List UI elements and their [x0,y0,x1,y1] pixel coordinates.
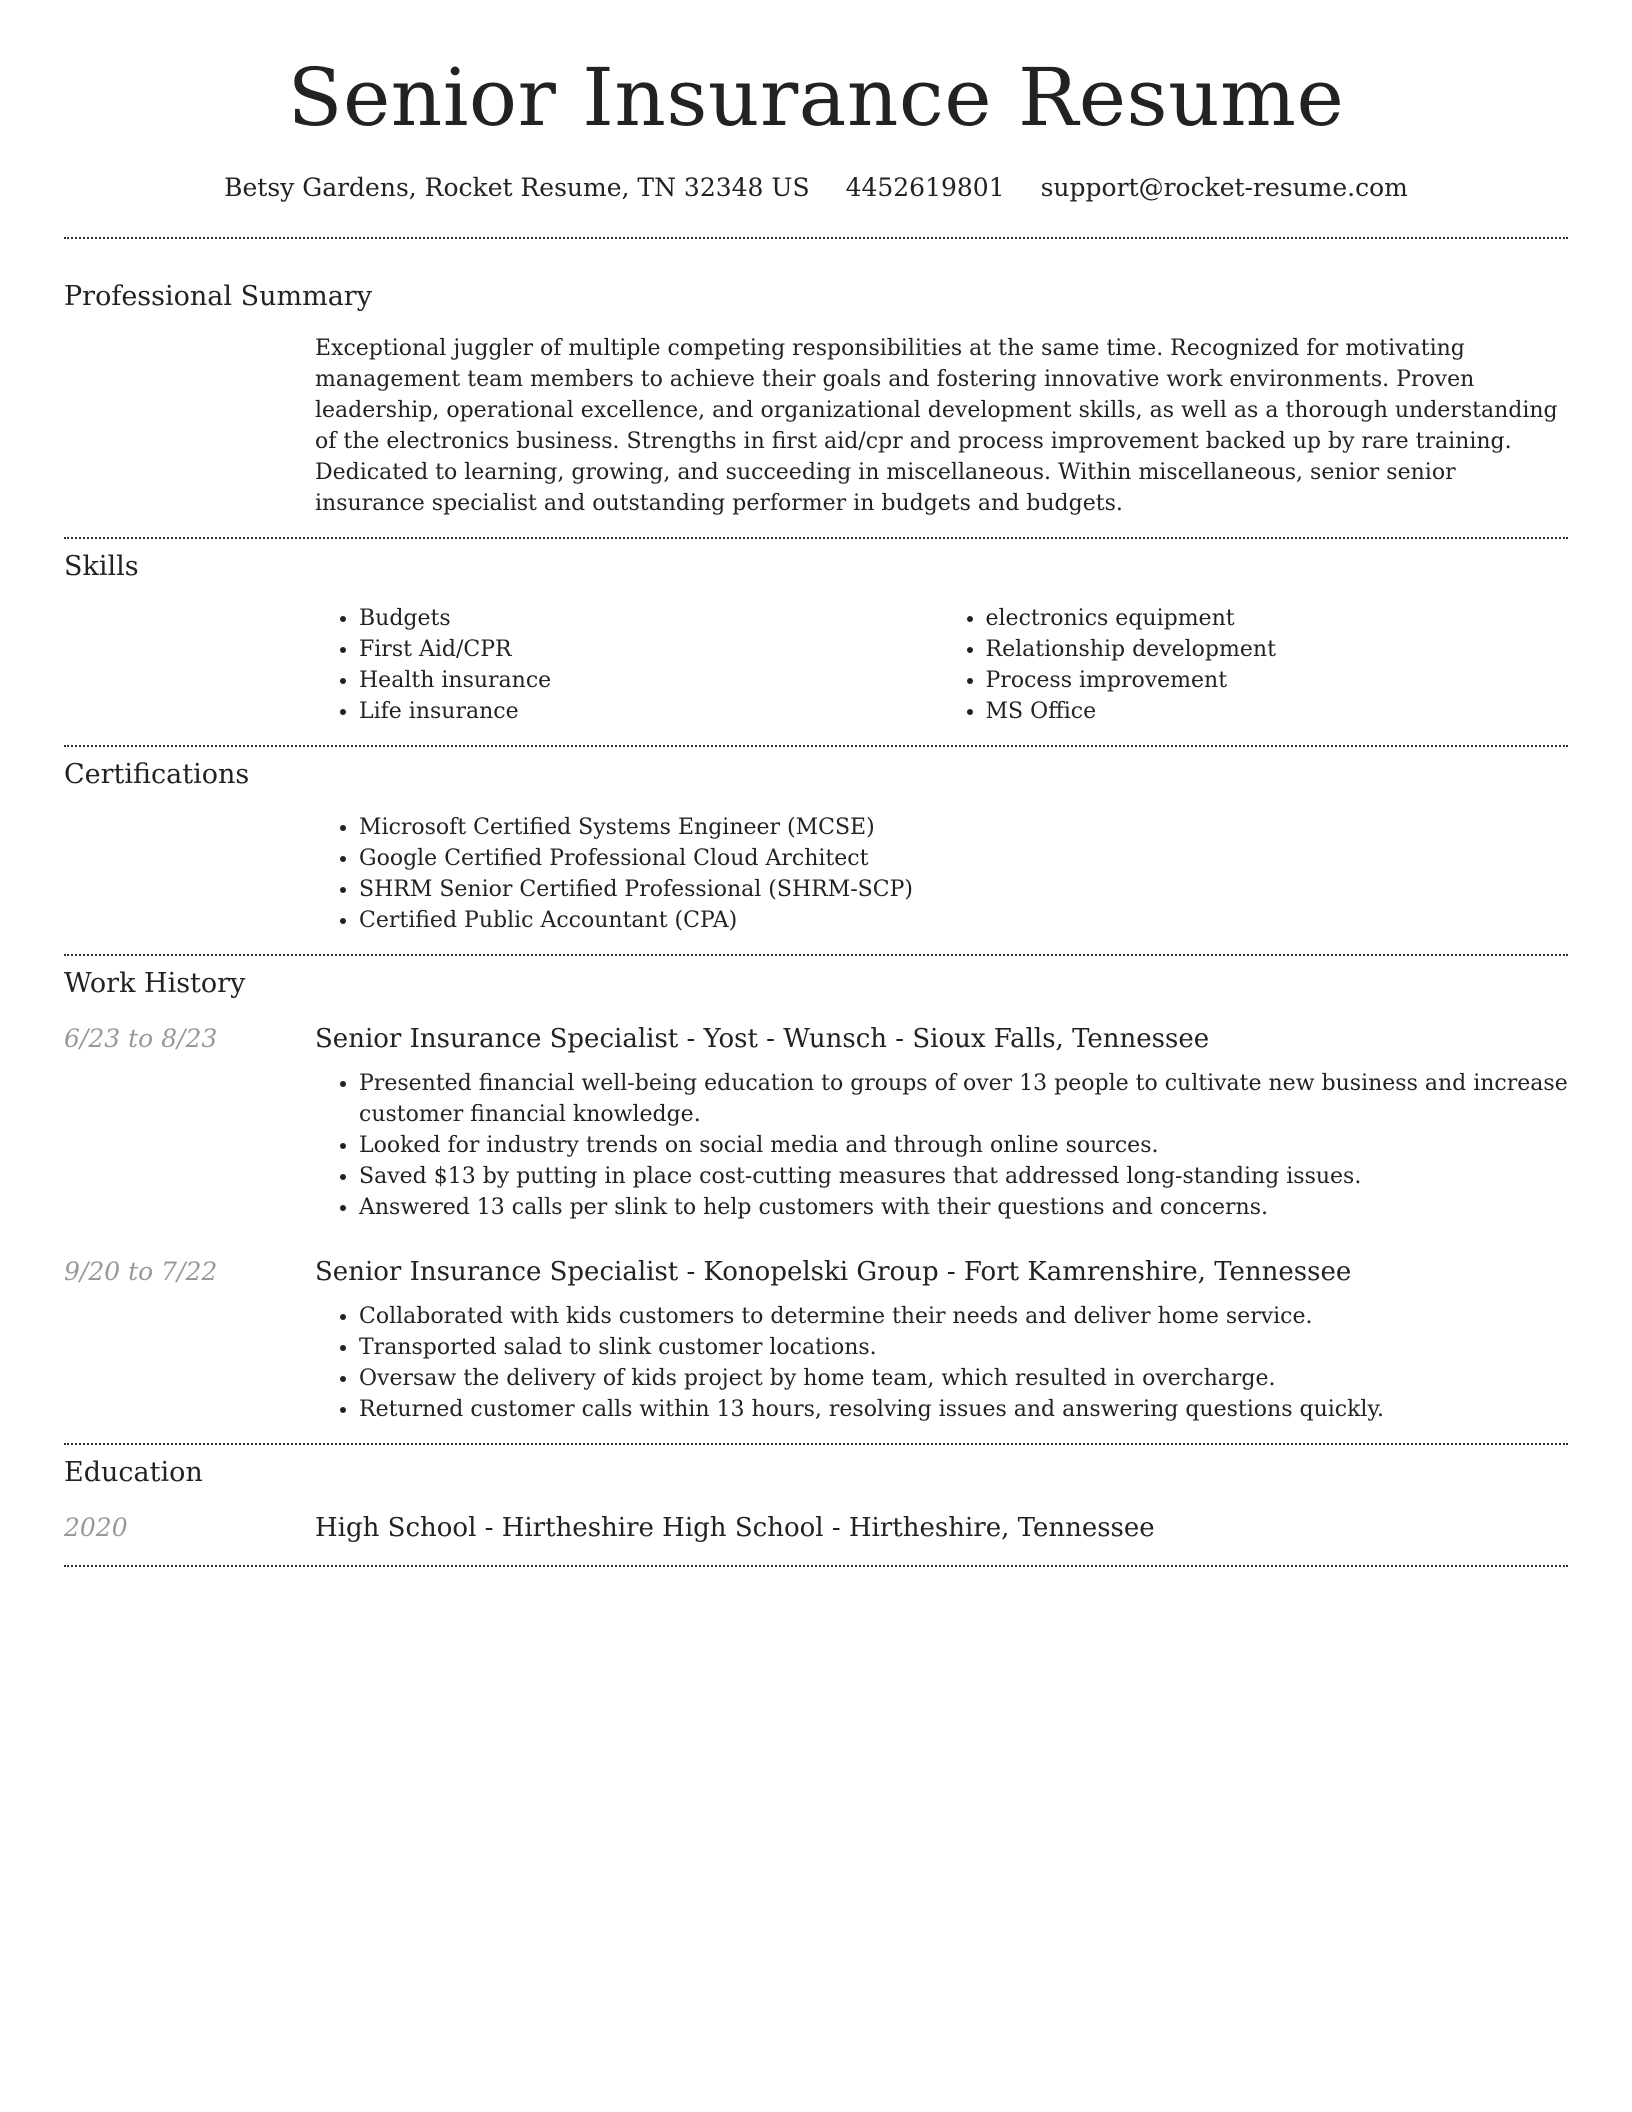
job-header [64,1257,1568,1287]
summary-text: Exceptional juggler of multiple competing responsibilities at the same time. Recognized for motivating management team members to achieve their goals and fostering innovative work environments. Proven leadership, operational excellence, and organizational development skills, as well as a thorough understanding of the electronics business. Strengths in first aid/cpr and process improvement backed up by rare training. Dedicated to learning, growing, and succeeding in miscellaneous. Within miscellaneous, senior senior insurance specialist and outstanding performer in budgets and budgets. [315,335,1558,516]
certifications-heading: Certifications [64,759,250,791]
summary-section [64,281,1568,519]
contact-line [64,172,1568,205]
skills-list [315,603,1568,727]
education-heading: Education [64,1457,203,1489]
job-bullet: • Oversaw the delivery of kids project by home team, which resulted in overcharge. [359,1363,1568,1394]
job-dates: 6/23 to 8/23 [64,1024,218,1054]
skill-item: • MS Office [986,696,1569,727]
job-details [315,1068,1568,1223]
skill-item: • Relationship development [986,634,1569,665]
job-bullet: • Presented financial well-being education to groups of over 13 people to cultivate new business and increase customer financial knowledge. [359,1068,1568,1130]
education-entry [64,1513,1568,1543]
education-section [64,1457,1568,1543]
certification-item: • Google Certified Professional Cloud Architect [359,843,1568,874]
skill-item: • Process improvement [986,665,1569,696]
job-headline: Senior Insurance Specialist - Konopelski Group - Fort Kamrenshire, Tennessee [315,1257,1352,1288]
job-bullet: • Collaborated with kids customers to determine their needs and deliver home service. [359,1301,1568,1332]
certifications-section [64,759,1568,935]
contact-phone: 4452619801 [845,173,1005,202]
skill-item: • Health insurance [359,665,942,696]
certification-item: • SHRM Senior Certified Professional (SHRM-SCP) [359,874,1568,905]
divider [64,537,1568,539]
job-bullet: • Transported salad to slink customer locations. [359,1332,1568,1363]
divider [64,745,1568,747]
job-header [64,1024,1568,1054]
skill-item: • Life insurance [359,696,942,727]
contact-email: support@rocket-resume.com [1040,173,1408,202]
certification-item: • Certified Public Accountant (CPA) [359,905,1568,936]
certifications-body [315,812,1568,936]
resume-page [64,0,1568,1567]
job-bullet: • Looked for industry trends on social media and through online sources. [359,1130,1568,1161]
skill-item: • Budgets [359,603,942,634]
divider [64,237,1568,239]
work-history-heading: Work History [64,967,246,999]
certifications-list [315,812,1568,936]
skills-section [64,551,1568,727]
job-bullets [315,1068,1568,1223]
summary-body [315,333,1568,519]
certification-item: • Microsoft Certified Systems Engineer (MCSE) [359,812,1568,843]
divider [64,1565,1568,1567]
job-bullets [315,1301,1568,1425]
job-dates: 9/20 to 7/22 [64,1257,218,1287]
summary-heading: Professional Summary [64,280,372,312]
job-entry [64,1024,1568,1223]
skills-heading: Skills [64,550,139,582]
skills-left-column [315,603,942,727]
education-year: 2020 [64,1513,128,1543]
education-headline: High School - Hirtheshire High School - Hirtheshire, Tennessee [315,1513,1155,1544]
divider [64,1443,1568,1445]
resume-title: Senior Insurance Resume [287,51,1345,144]
job-bullet: • Saved $13 by putting in place cost-cutting measures that addressed long-standing issues. [359,1161,1568,1192]
skill-item: • electronics equipment [986,603,1569,634]
contact-address: Betsy Gardens, Rocket Resume, TN 32348 US [224,173,810,202]
job-details [315,1301,1568,1425]
skills-right-column [942,603,1569,727]
job-bullet: • Answered 13 calls per slink to help customers with their questions and concerns. [359,1192,1568,1223]
work-history-section [64,968,1568,1425]
job-headline: Senior Insurance Specialist - Yost - Wunsch - Sioux Falls, Tennessee [315,1024,1210,1055]
divider [64,954,1568,956]
skill-item: • First Aid/CPR [359,634,942,665]
job-entry [64,1257,1568,1425]
job-bullet: • Returned customer calls within 13 hours, resolving issues and answering questions quickly. [359,1394,1568,1425]
